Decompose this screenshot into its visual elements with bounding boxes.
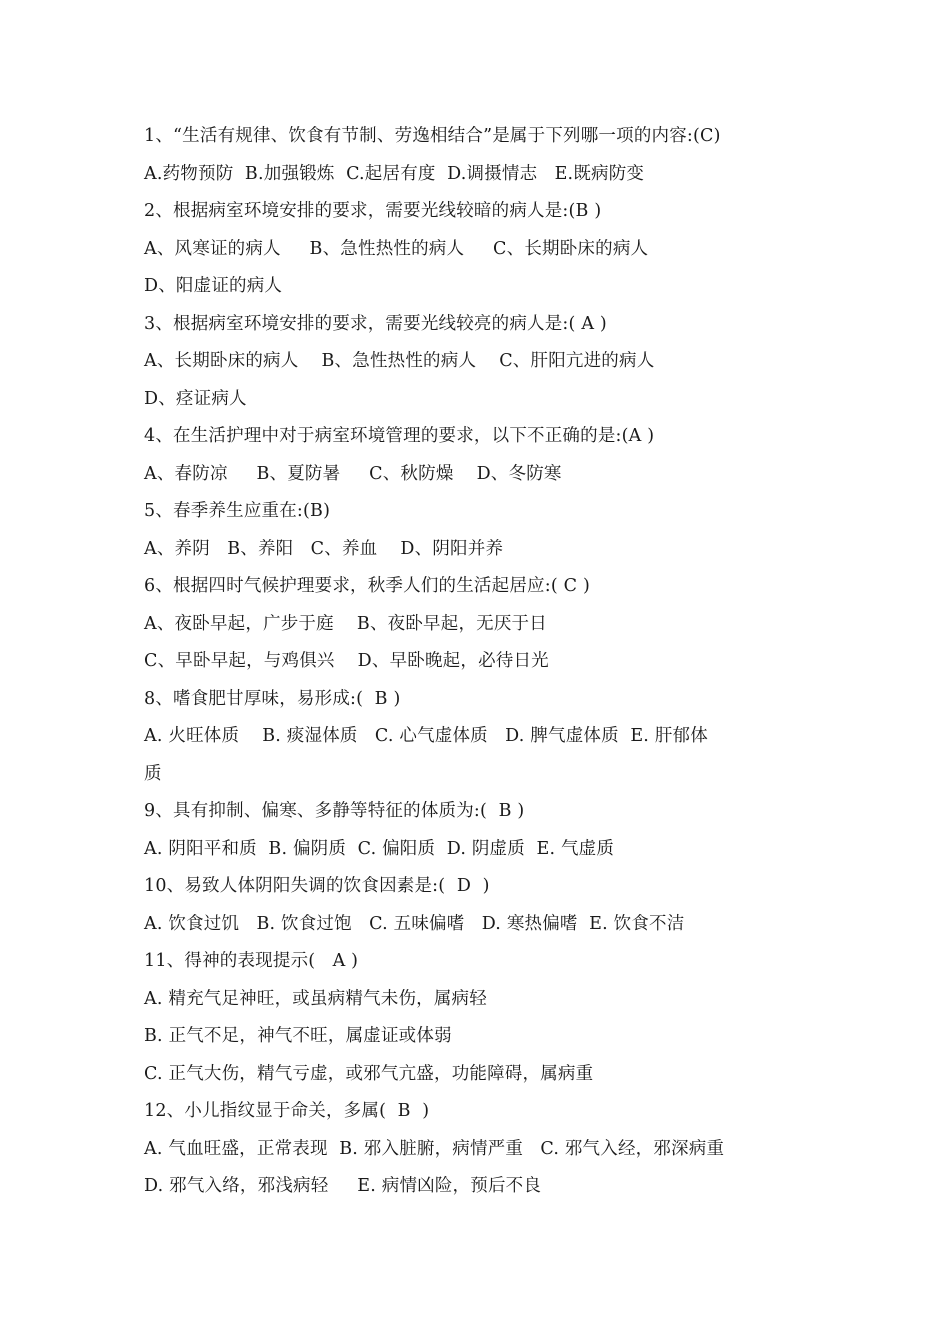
question-3-options-cont: D、痉证病人 (144, 388, 247, 409)
question-3: 3、根据病室环境安排的要求，需要光线较亮的病人是:( A ) (144, 313, 607, 334)
question-2-options: A、风寒证的病人 B、急性热性的病人 C、长期卧床的病人 (144, 238, 649, 259)
question-11-option-a: A. 精充气足神旺，或虽病精气未伤，属病轻 (144, 988, 487, 1009)
question-12-options: A. 气血旺盛，正常表现 B. 邪入脏腑，病情严重 C. 邪气入经，邪深病重 (144, 1138, 725, 1159)
question-11-option-b: B. 正气不足，神气不旺，属虚证或体弱 (144, 1026, 452, 1046)
question-9: 9、具有抑制、偏寒、多静等特征的体质为:( B ) (144, 801, 525, 821)
question-8-options: A. 火旺体质 B. 痰湿体质 C. 心气虚体质 D. 脾气虚体质 E. 肝郁体 (144, 726, 708, 746)
question-9-options: A. 阴阳平和质 B. 偏阴质 C. 偏阳质 D. 阴虚质 E. 气虚质 (144, 838, 615, 859)
question-2: 2、根据病室环境安排的要求，需要光线较暗的病人是:(B ) (144, 201, 602, 221)
question-12-options-cont: D. 邪气入络，邪浅病轻 E. 病情凶险，预后不良 (144, 1176, 542, 1196)
question-11-option-c: C. 正气大伤，精气亏虚，或邪气亢盛，功能障碍，属病重 (144, 1063, 594, 1084)
question-12: 12、小儿指纹显于命关，多属( B ) (144, 1101, 430, 1121)
question-1-options: A.药物预防 B.加强锻炼 C.起居有度 D.调摄情志 E.既病防变 (144, 163, 645, 184)
question-5-options: A、养阴 B、养阳 C、养血 D、阴阳并养 (144, 538, 504, 559)
question-5: 5、春季养生应重在:(B) (144, 501, 331, 521)
question-10-options: A. 饮食过饥 B. 饮食过饱 C. 五味偏嗜 D. 寒热偏嗜 E. 饮食不洁 (144, 913, 685, 934)
question-4-options: A、春防凉 B、夏防暑 C、秋防燥 D、冬防寒 (144, 463, 562, 484)
question-10: 10、易致人体阴阳失调的饮食因素是:( D ) (144, 876, 490, 896)
question-6-options-cont: C、早卧早起，与鸡俱兴 D、早卧晚起，必待日光 (144, 651, 549, 671)
question-1: 1、“生活有规律、饮食有节制、劳逸相结合”是属于下列哪一项的内容:(C) (144, 126, 721, 146)
question-4: 4、在生活护理中对于病室环境管理的要求，以下不正确的是:(A ) (144, 426, 655, 446)
question-2-options-cont: D、阳虚证的病人 (144, 276, 283, 296)
question-6-options: A、夜卧早起，广步于庭 B、夜卧早起，无厌于日 (144, 613, 547, 634)
question-11: 11、得神的表现提示( A ) (144, 951, 359, 971)
question-list (144, 118, 824, 1206)
question-8: 8、嗜食肥甘厚味，易形成:( B ) (144, 688, 401, 709)
question-6: 6、根据四时气候护理要求，秋季人们的生活起居应:( C ) (144, 576, 590, 596)
question-8-options-cont: 质 (144, 763, 162, 784)
question-3-options: A、长期卧床的病人 B、急性热性的病人 C、肝阳亢进的病人 (144, 351, 655, 371)
